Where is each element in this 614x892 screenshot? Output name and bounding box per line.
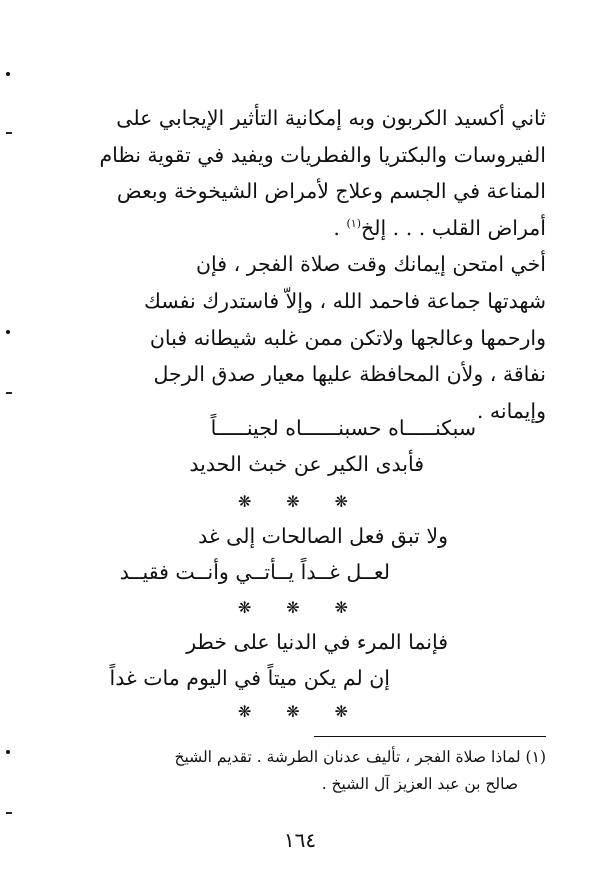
verse-separator	[238, 598, 348, 617]
ornament-icon: ❋	[238, 492, 252, 511]
paragraph-line-text: أمراض القلب . . . إلخ	[360, 215, 546, 240]
verse-line: فأبدى الكير عن خبث الحديد	[189, 452, 424, 476]
ornament-icon: ❋	[286, 492, 300, 511]
main-text	[66, 100, 546, 429]
margin-mark	[6, 392, 12, 394]
verse-line: ولا تبق فعل الصالحات إلى غد	[198, 524, 448, 548]
paragraph-line: نفاقة ، ولأن المحافظة عليها معيار صدق الرجل	[153, 362, 546, 387]
margin-mark	[6, 72, 10, 76]
verse-separator	[238, 702, 348, 721]
verse-line: سبكنـــــاه حسبنــــــاه لجينـــــاً	[210, 416, 476, 440]
footnote-line: (١) لماذا صلاة الفجر ، تأليف عدنان الطرشة . تقديم الشيخ	[174, 748, 546, 766]
verse-line: لعــل غــداً يــأتــي وأنــت فقيــد	[119, 560, 390, 584]
ornament-icon: ❋	[286, 702, 300, 721]
paragraph-end: .	[333, 215, 347, 240]
ornament-icon: ❋	[238, 598, 252, 617]
paragraph-line: وارحمها وعالجها ولاتكن ممن غلبه شيطانه فبان	[149, 325, 546, 350]
footnote-line: صالح بن عبد العزيز آل الشيخ .	[321, 775, 518, 793]
margin-mark	[6, 750, 10, 754]
margin-mark	[6, 132, 12, 134]
paragraph-line: أخي امتحن إيمانك وقت صلاة الفجر ، فإن	[195, 252, 546, 277]
margin-mark	[6, 330, 10, 334]
paragraph-line: ثاني أكسيد الكربون وبه إمكانية التأثير الإيجابي على	[116, 106, 546, 130]
paragraph-line: وإيمانه .	[476, 398, 546, 423]
margin-mark	[6, 812, 12, 814]
paragraph-line: شهدتها جماعة فاحمد الله ، وإلاّ فاستدرك نفسك	[144, 288, 546, 313]
paragraph-line	[66, 210, 546, 247]
page-number: ١٦٤	[283, 828, 317, 852]
ornament-icon: ❋	[334, 598, 348, 617]
paragraph-line: المناعة في الجسم وعلاج لأمراض الشيخوخة وبعض	[116, 179, 546, 204]
footnote-divider	[314, 736, 546, 737]
paragraph-line: الفيروسات والبكتريا والفطريات ويفيد في تقوية نظام	[99, 142, 546, 167]
ornament-icon: ❋	[238, 702, 252, 721]
ornament-icon: ❋	[286, 598, 300, 617]
verse-line: إن لم يكن ميتاً في اليوم مات غداً	[109, 666, 390, 690]
footnotes	[60, 744, 546, 798]
verse-line: فإنما المرء في الدنيا على خطر	[186, 630, 448, 654]
verse-separator	[238, 492, 348, 511]
footnote-reference: (١)	[346, 216, 361, 230]
ornament-icon: ❋	[334, 702, 348, 721]
ornament-icon: ❋	[334, 492, 348, 511]
